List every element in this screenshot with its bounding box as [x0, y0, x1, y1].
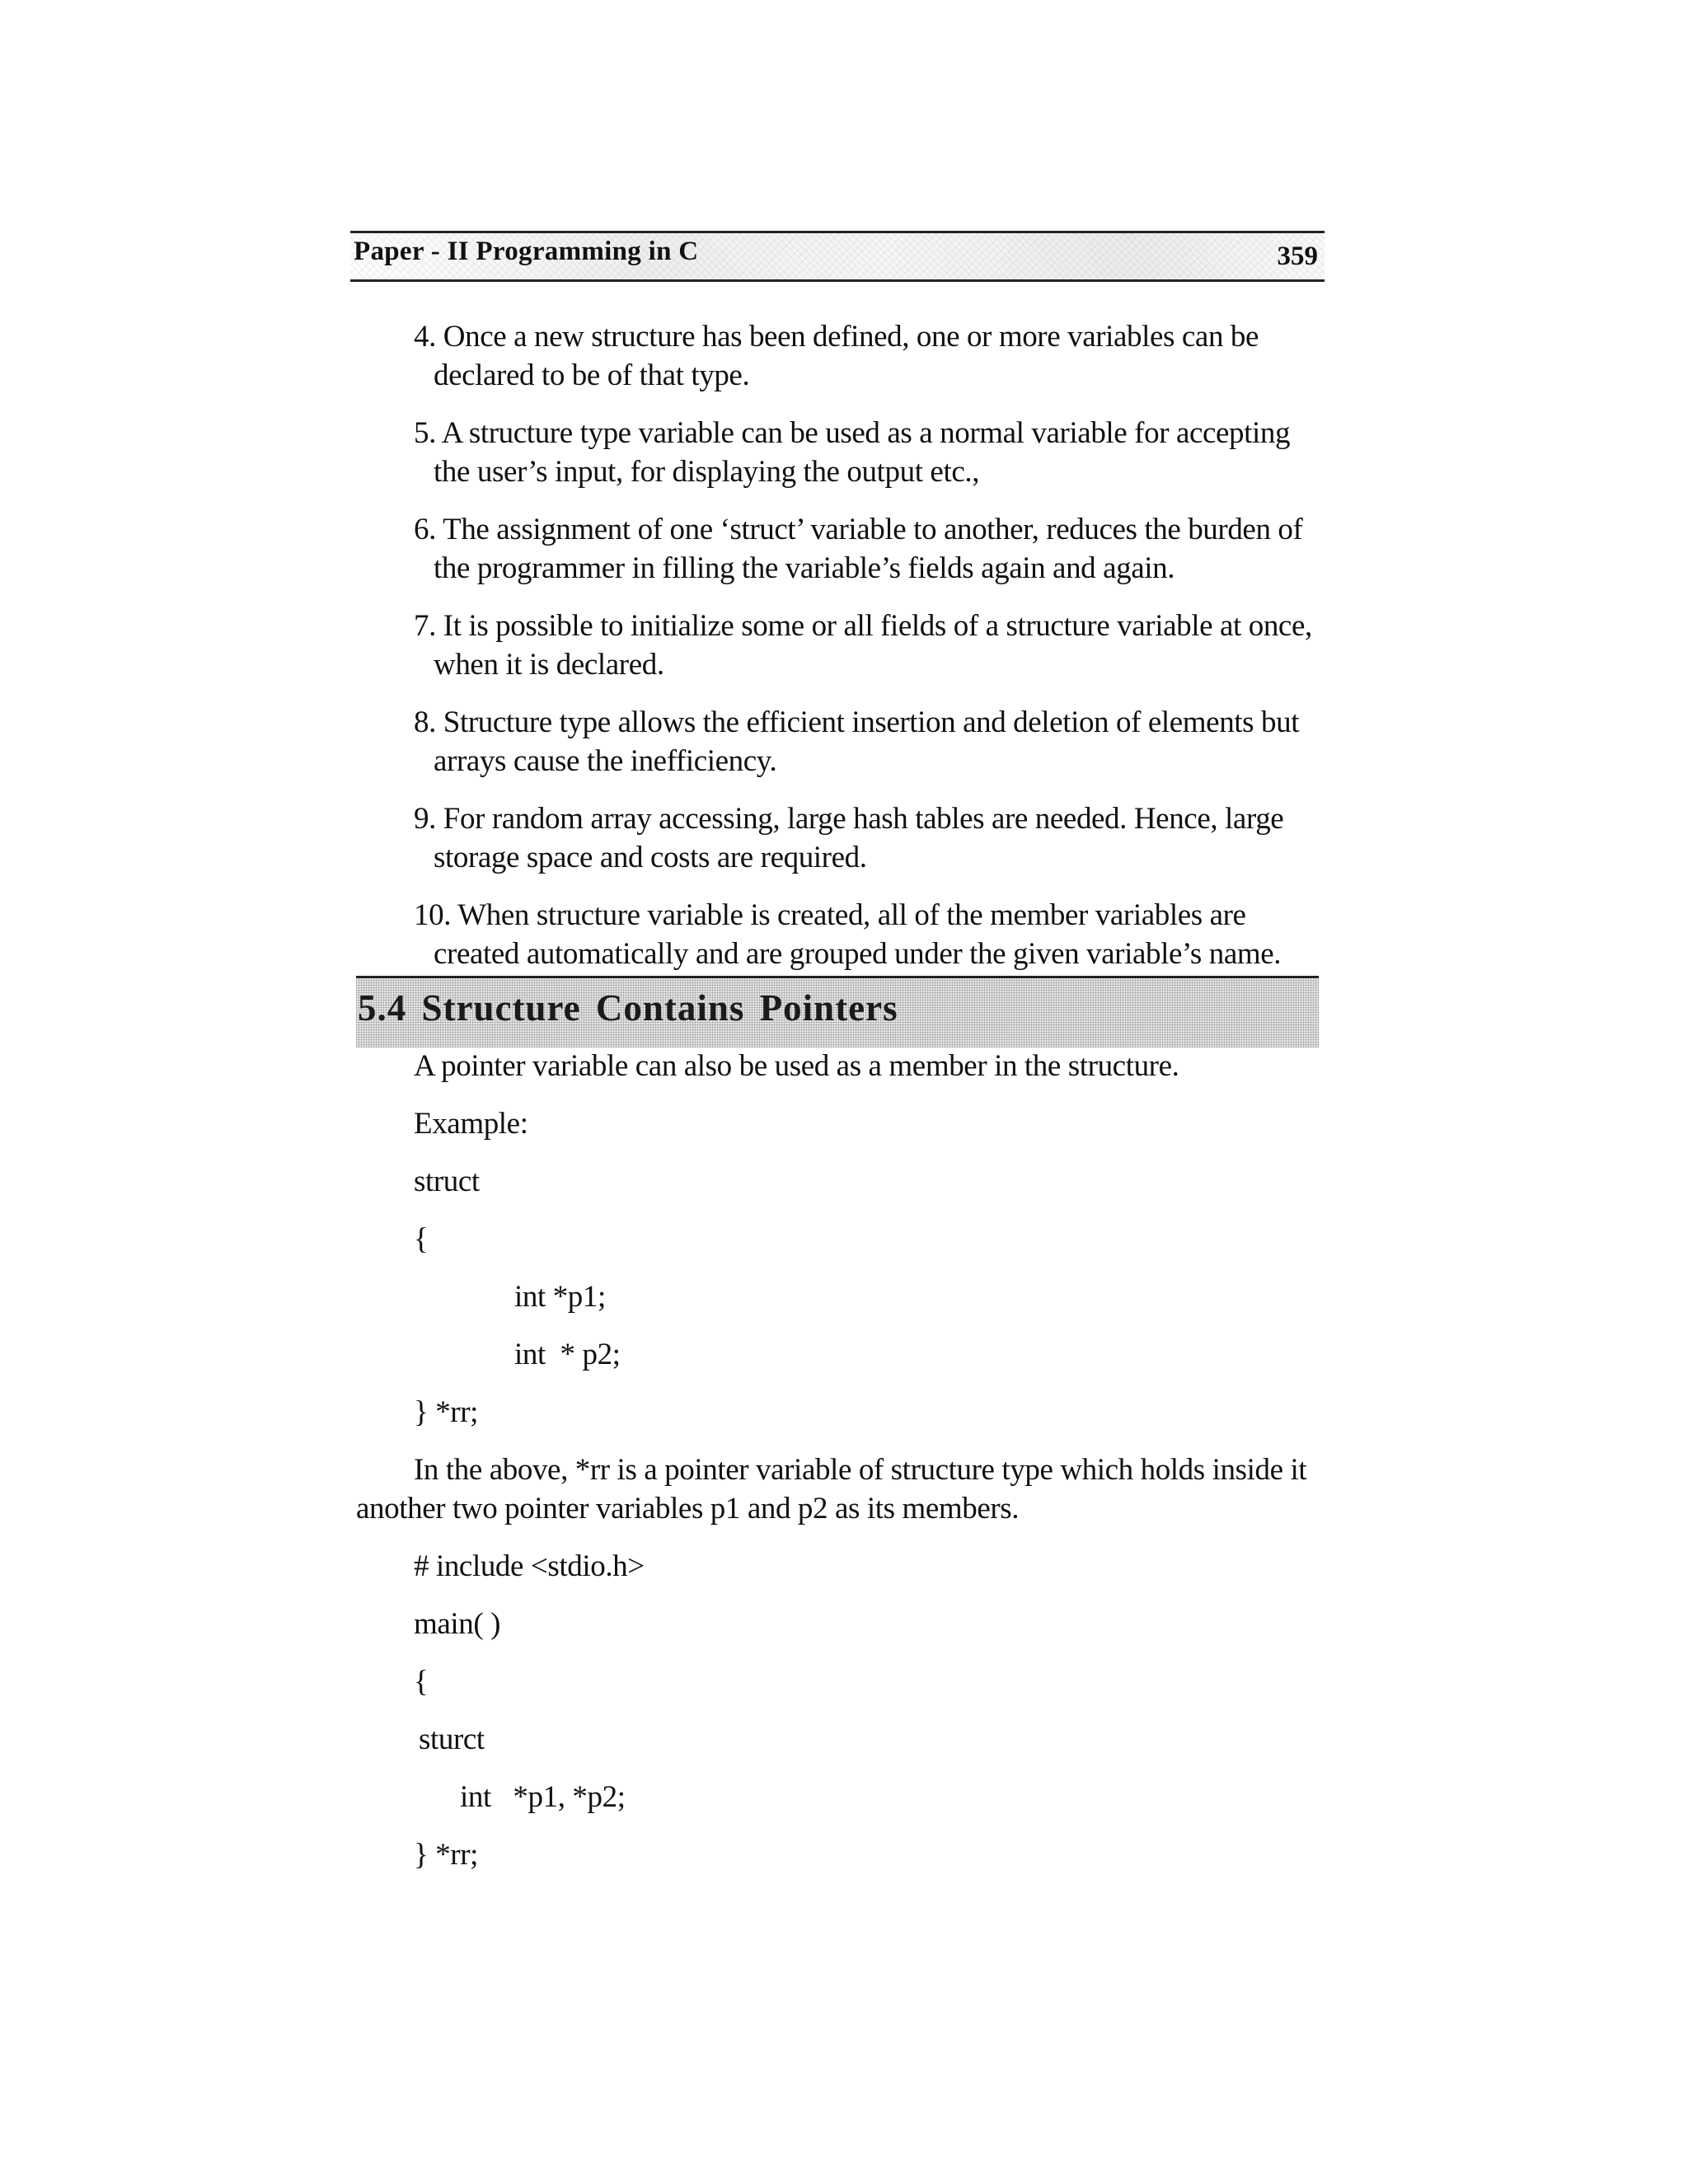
code-line: main( ) — [414, 1607, 501, 1641]
code-line: { — [414, 1665, 429, 1699]
example-label: Example: — [414, 1107, 528, 1141]
list-item — [414, 414, 1290, 491]
list-item-line: 5. A structure type variable can be used as a normal variable for accepting — [414, 416, 1291, 450]
section-heading-bar — [356, 976, 1319, 1047]
list-item — [414, 510, 1302, 588]
list-item — [414, 799, 1283, 877]
list-item-line: 6. The assignment of one ‘struct’ variable to another, reduces the burden of — [414, 513, 1303, 546]
running-header — [350, 231, 1325, 282]
header-title: Paper - II Programming in C — [354, 237, 699, 266]
code-line: int *p1, *p2; — [460, 1780, 626, 1814]
list-item — [414, 607, 1312, 684]
explanation-line: In the above, *rr is a pointer variable of structure type which holds inside it — [414, 1453, 1307, 1487]
list-item-line: arrays cause the inefficiency. — [434, 744, 777, 778]
list-item-line: created automatically and are grouped under the given variable’s name. — [434, 937, 1282, 971]
list-item — [414, 317, 1259, 395]
list-item-line: 8. Structure type allows the efficient insertion and deletion of elements but — [414, 705, 1300, 739]
code-line: int * p2; — [514, 1338, 621, 1371]
page-number: 359 — [1277, 241, 1318, 271]
code-line: { — [414, 1222, 429, 1256]
code-line: } *rr; — [414, 1395, 479, 1429]
list-item — [414, 703, 1299, 780]
code-line: } *rr; — [414, 1838, 479, 1872]
list-item-line: the programmer in filling the variable’s fields again and again. — [434, 551, 1175, 585]
list-item-line: when it is declared. — [434, 648, 664, 682]
explanation-line: another two pointer variables p1 and p2 as its members. — [356, 1492, 1020, 1526]
list-item-line: 10. When structure variable is created, all of the member variables are — [414, 898, 1246, 932]
list-item — [414, 896, 1281, 973]
code-line: int *p1; — [514, 1280, 606, 1314]
code-line: struct — [414, 1165, 480, 1198]
list-item-line: the user’s input, for displaying the output etc., — [434, 455, 980, 489]
code-line: sturct — [419, 1722, 485, 1756]
section-heading: 5.4 Structure Contains Pointers — [358, 987, 898, 1029]
list-item-line: 9. For random array accessing, large hash tables are needed. Hence, large — [414, 802, 1284, 836]
list-item-line: declared to be of that type. — [434, 359, 750, 392]
section-intro: A pointer variable can also be used as a member in the structure. — [414, 1049, 1179, 1083]
list-item-line: 7. It is possible to initialize some or all fields of a structure variable at once, — [414, 609, 1312, 643]
code-line: # include <stdio.h> — [414, 1549, 645, 1583]
list-item-line: 4. Once a new structure has been defined, one or more variables can be — [414, 320, 1259, 354]
list-item-line: storage space and costs are required. — [434, 841, 867, 874]
